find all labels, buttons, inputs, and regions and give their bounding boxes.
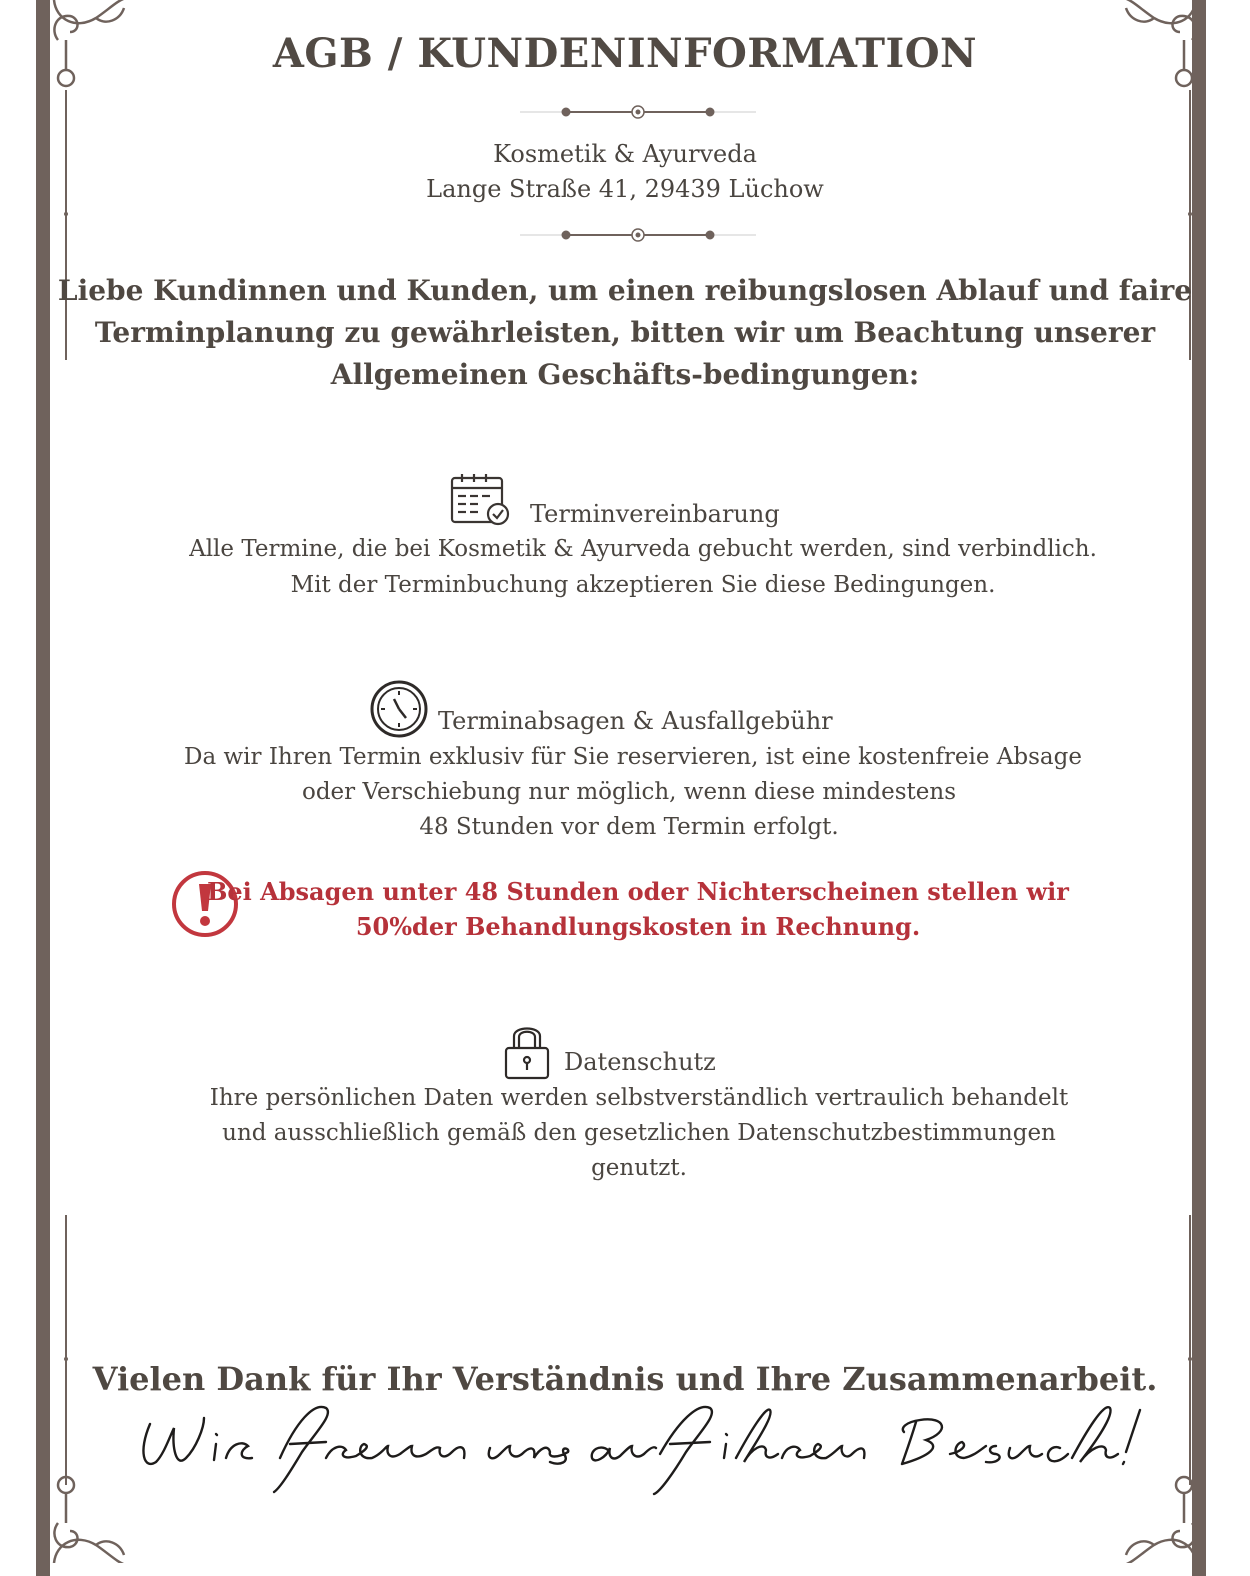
section-heading-privacy: Datenschutz (564, 1048, 716, 1076)
privacy-text: und ausschließlich gemäß den gesetzlichen Datenschutzbestimmungen (222, 1120, 1056, 1146)
appointment-text: Mit der Terminbuchung akzeptieren Sie diese Bedingungen. (290, 572, 996, 598)
intro-line: Allgemeinen Geschäfts-bedingungen: (330, 358, 920, 391)
ornamental-divider (520, 227, 756, 243)
calendar-check-icon (448, 472, 514, 528)
privacy-text: genutzt. (591, 1155, 687, 1181)
clock-icon (368, 678, 430, 740)
intro-line: Terminplanung zu gewährleisten, bitten wir um Beachtung unserer (94, 316, 1156, 349)
thanks-message: Vielen Dank für Ihr Verständnis und Ihre Zusammenarbeit. (92, 1360, 1158, 1398)
rule-dot (64, 212, 68, 216)
cancellation-text: 48 Stunden vor dem Termin erfolgt. (419, 814, 839, 840)
padlock-icon (500, 1020, 554, 1082)
cancellation-text: oder Verschiebung nur möglich, wenn diese mindestens (301, 779, 957, 805)
section-heading-appointment: Terminvereinbarung (530, 500, 780, 528)
inner-rule-left-bottom (65, 1215, 67, 1485)
intro-line: Liebe Kundinnen und Kunden, um einen reibungslosen Ablauf und faire (57, 274, 1193, 307)
corner-ornament-bottom-left (46, 1473, 136, 1563)
ornamental-divider (520, 104, 756, 120)
privacy-text: Ihre persönlichen Daten werden selbstverständlich vertraulich behandelt (209, 1085, 1069, 1111)
warning-text: Bei Absagen unter 48 Stunden oder Nichterscheinen stellen wir (207, 877, 1069, 906)
appointment-text: Alle Termine, die bei Kosmetik & Ayurveda gebucht werden, sind verbindlich. (189, 536, 1097, 562)
section-heading-cancellation: Terminabsagen & Ausfallgebühr (438, 707, 833, 735)
warning-text: 50%der Behandlungskosten in Rechnung. (355, 912, 921, 941)
rule-dot (1188, 212, 1192, 216)
business-address: Lange Straße 41, 29439 Lüchow (426, 175, 824, 203)
business-name: Kosmetik & Ayurveda (493, 140, 757, 168)
inner-rule-right-bottom (1189, 1215, 1191, 1485)
handwritten-signature (130, 1392, 1150, 1502)
page-title: AGB / KUNDENINFORMATION (272, 30, 978, 77)
cancellation-text: Da wir Ihren Termin exklusiv für Sie reservieren, ist eine kostenfreie Absage (184, 744, 1082, 770)
